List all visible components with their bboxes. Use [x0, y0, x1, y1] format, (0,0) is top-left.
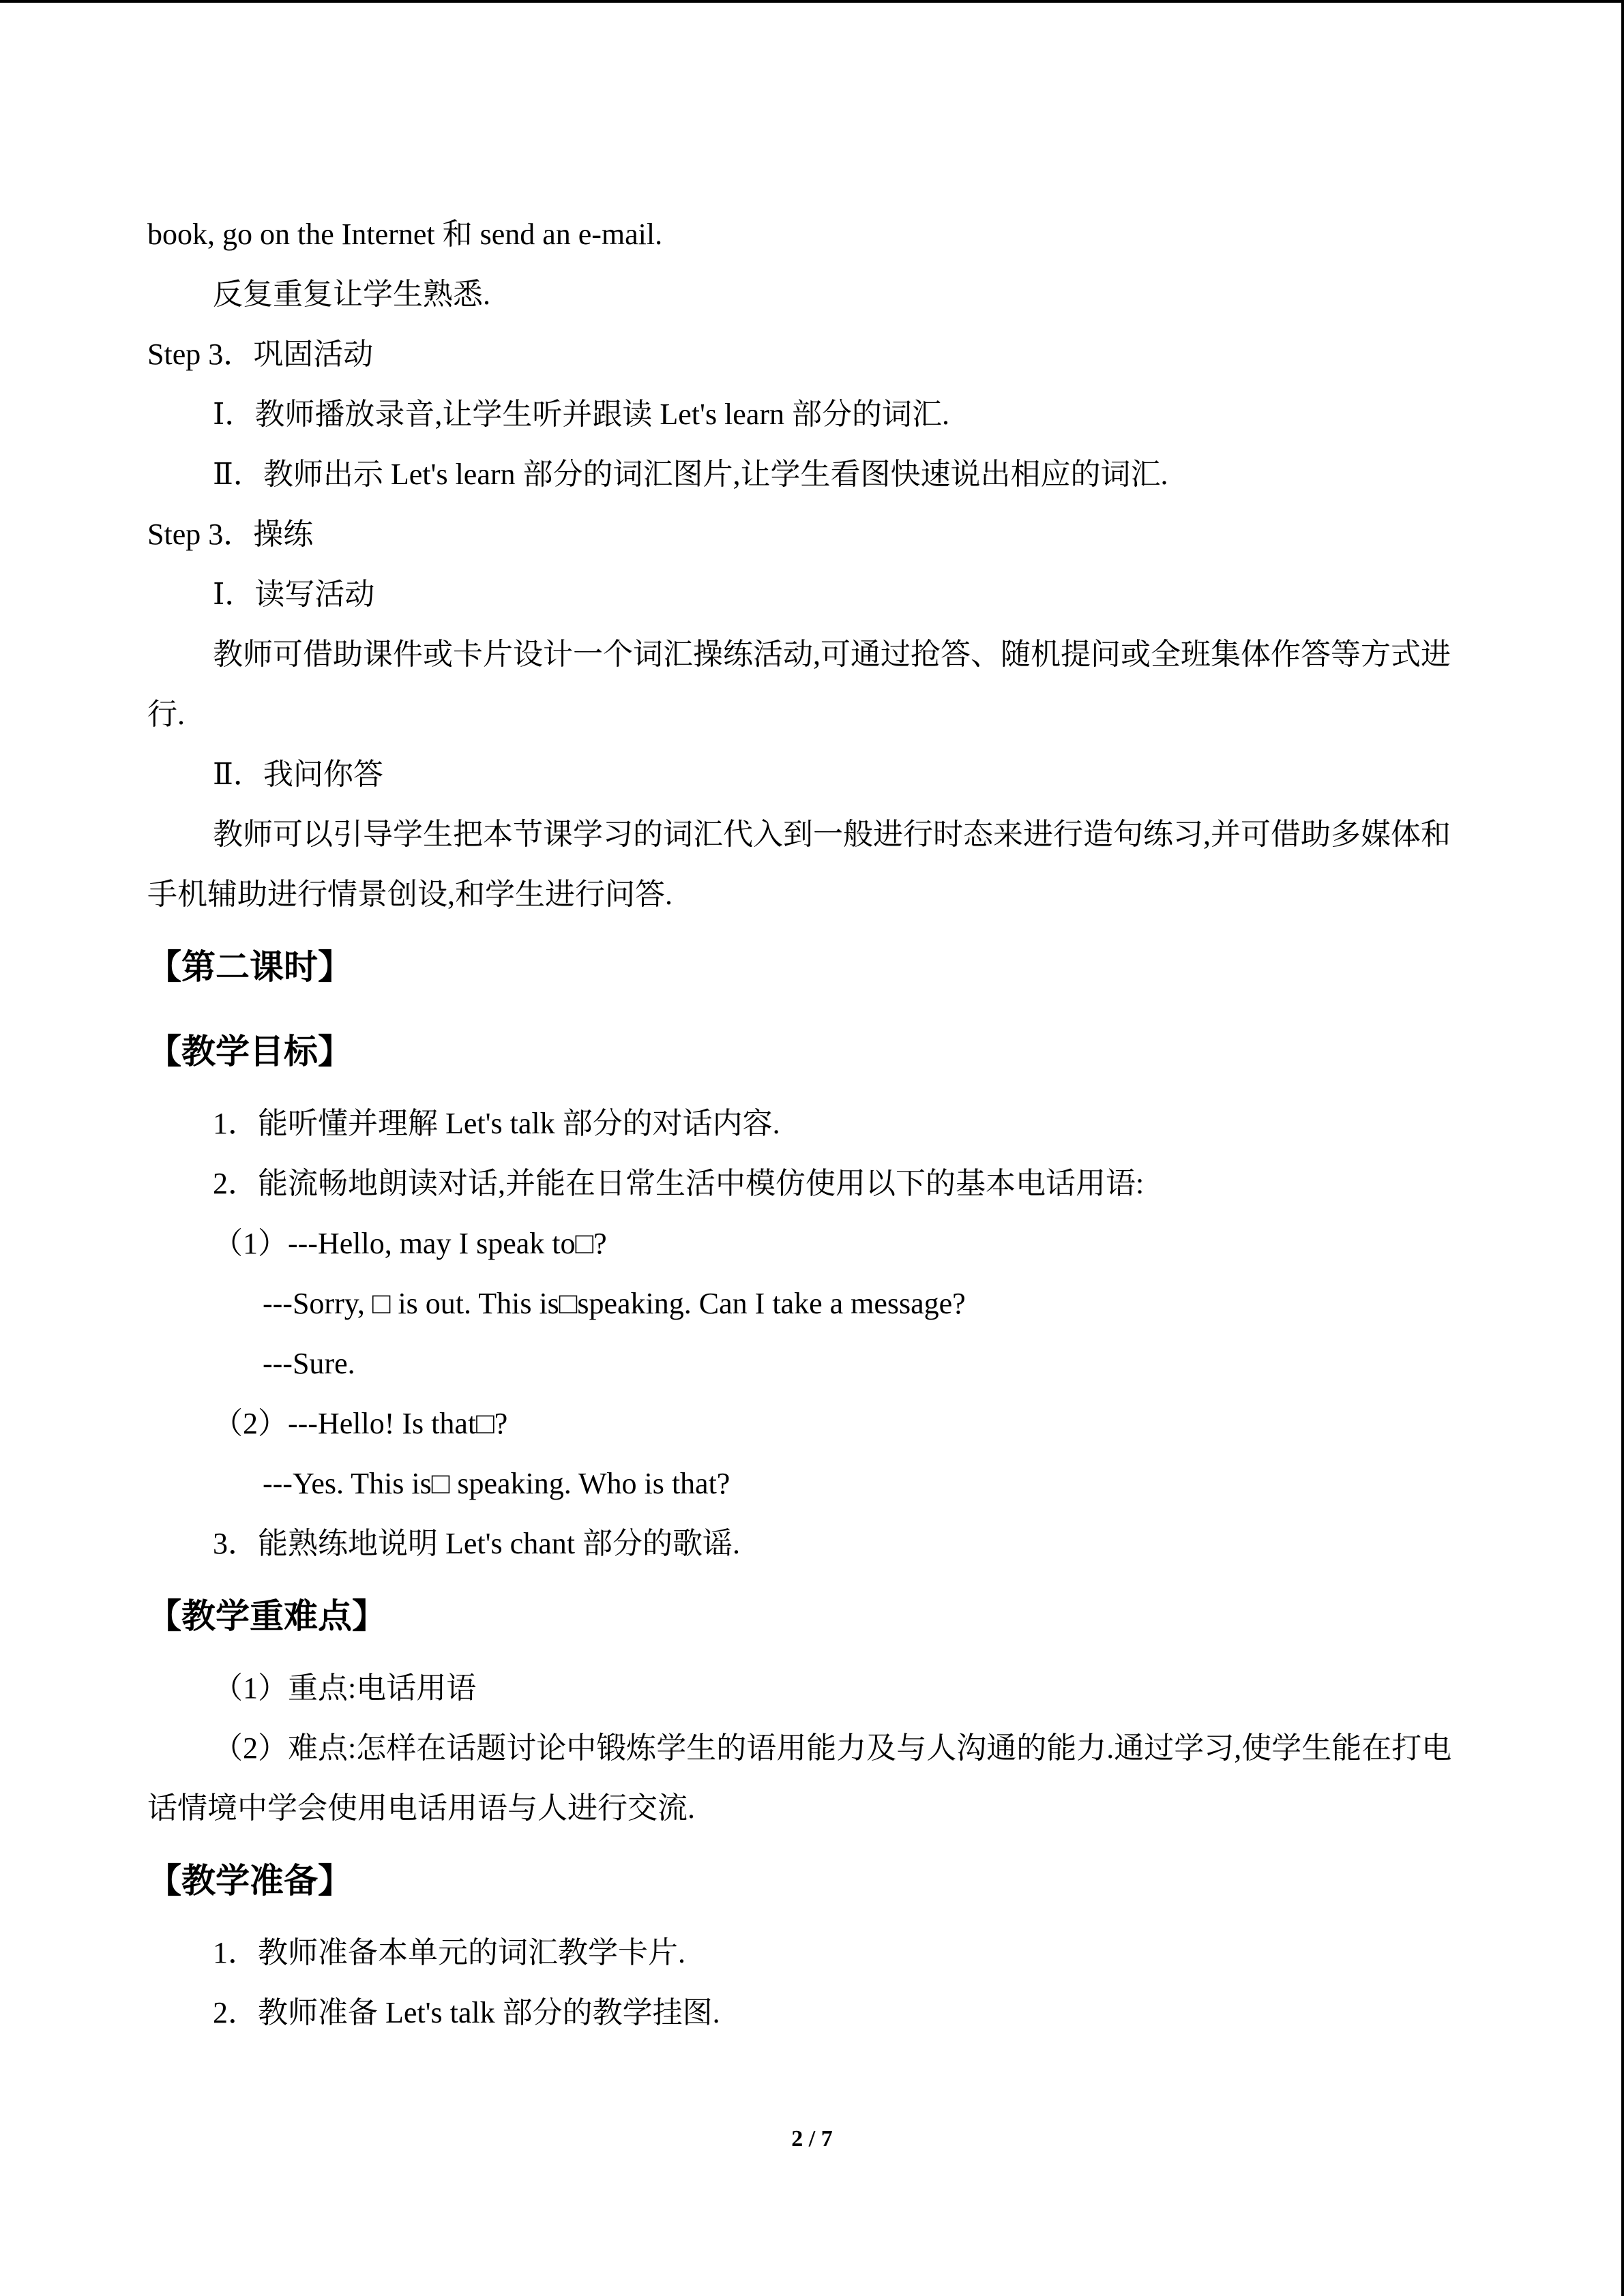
- dialogue-1-line-3: ---Sure.: [263, 1347, 355, 1380]
- heading-objectives: 【教学目标】: [147, 1032, 352, 1071]
- paragraph-vocab-list: book, go on the Internet 和 send an e-mail.: [147, 218, 663, 251]
- dialogue-2-line-2: ---Yes. This is□ speaking. Who is that?: [263, 1467, 730, 1500]
- dialogue-1-line-1: （1）---Hello, may I speak to□?: [213, 1227, 607, 1260]
- preparation-1: 1．教师准备本单元的词汇教学卡片.: [213, 1936, 685, 1969]
- dialogue-1-line-2: ---Sorry, □ is out. This is□speaking. Can I take a message?: [263, 1287, 966, 1320]
- step-practice-item-2-text: 教师可以引导学生把本节课学习的词汇代入到一般进行时态来进行造句练习,并可借助多媒体和手机辅助进行情景创设,和学生进行问答.: [147, 818, 1451, 911]
- objective-3: 3．能熟练地说明 Let's chant 部分的歌谣.: [213, 1527, 740, 1560]
- preparation-2: 2．教师准备 Let's talk 部分的教学挂图.: [213, 1996, 720, 2029]
- step-practice-item-1: Ⅰ．读写活动: [213, 578, 375, 611]
- heading-lesson-two: 【第二课时】: [147, 947, 352, 987]
- heading-preparation: 【教学准备】: [147, 1861, 352, 1900]
- document-body: [147, 205, 1477, 2043]
- dialogue-2-line-1: （2）---Hello! Is that□?: [213, 1407, 508, 1440]
- keypoint-1: （1）重点:电话用语: [213, 1671, 477, 1705]
- step-practice-item-1-text: 教师可借助课件或卡片设计一个词汇操练活动,可通过抢答、随机提问或全班集体作答等方式进行.: [147, 638, 1451, 731]
- objective-1: 1．能听懂并理解 Let's talk 部分的对话内容.: [213, 1107, 780, 1140]
- step-practice-title: Step 3．操练: [147, 518, 314, 551]
- heading-keypoints: 【教学重难点】: [147, 1596, 386, 1636]
- step-consolidation-item-1: Ⅰ．教师播放录音,让学生听并跟读 Let's learn 部分的词汇.: [213, 398, 949, 431]
- page-number: 2 / 7: [791, 2126, 833, 2151]
- paragraph-repeat: 反复重复让学生熟悉.: [213, 278, 490, 311]
- keypoint-2: （2）难点:怎样在话题讨论中锻炼学生的语用能力及与人沟通的能力.通过学习,使学生能在打电话情境中学会使用电话用语与人进行交流.: [147, 1731, 1452, 1825]
- objective-2: 2．能流畅地朗读对话,并能在日常生活中模仿使用以下的基本电话用语:: [213, 1167, 1145, 1200]
- step-consolidation-item-2: Ⅱ．教师出示 Let's learn 部分的词汇图片,让学生看图快速说出相应的词汇.: [213, 458, 1168, 491]
- step-consolidation-title: Step 3．巩固活动: [147, 338, 374, 371]
- step-practice-item-2: Ⅱ．我问你答: [213, 758, 383, 791]
